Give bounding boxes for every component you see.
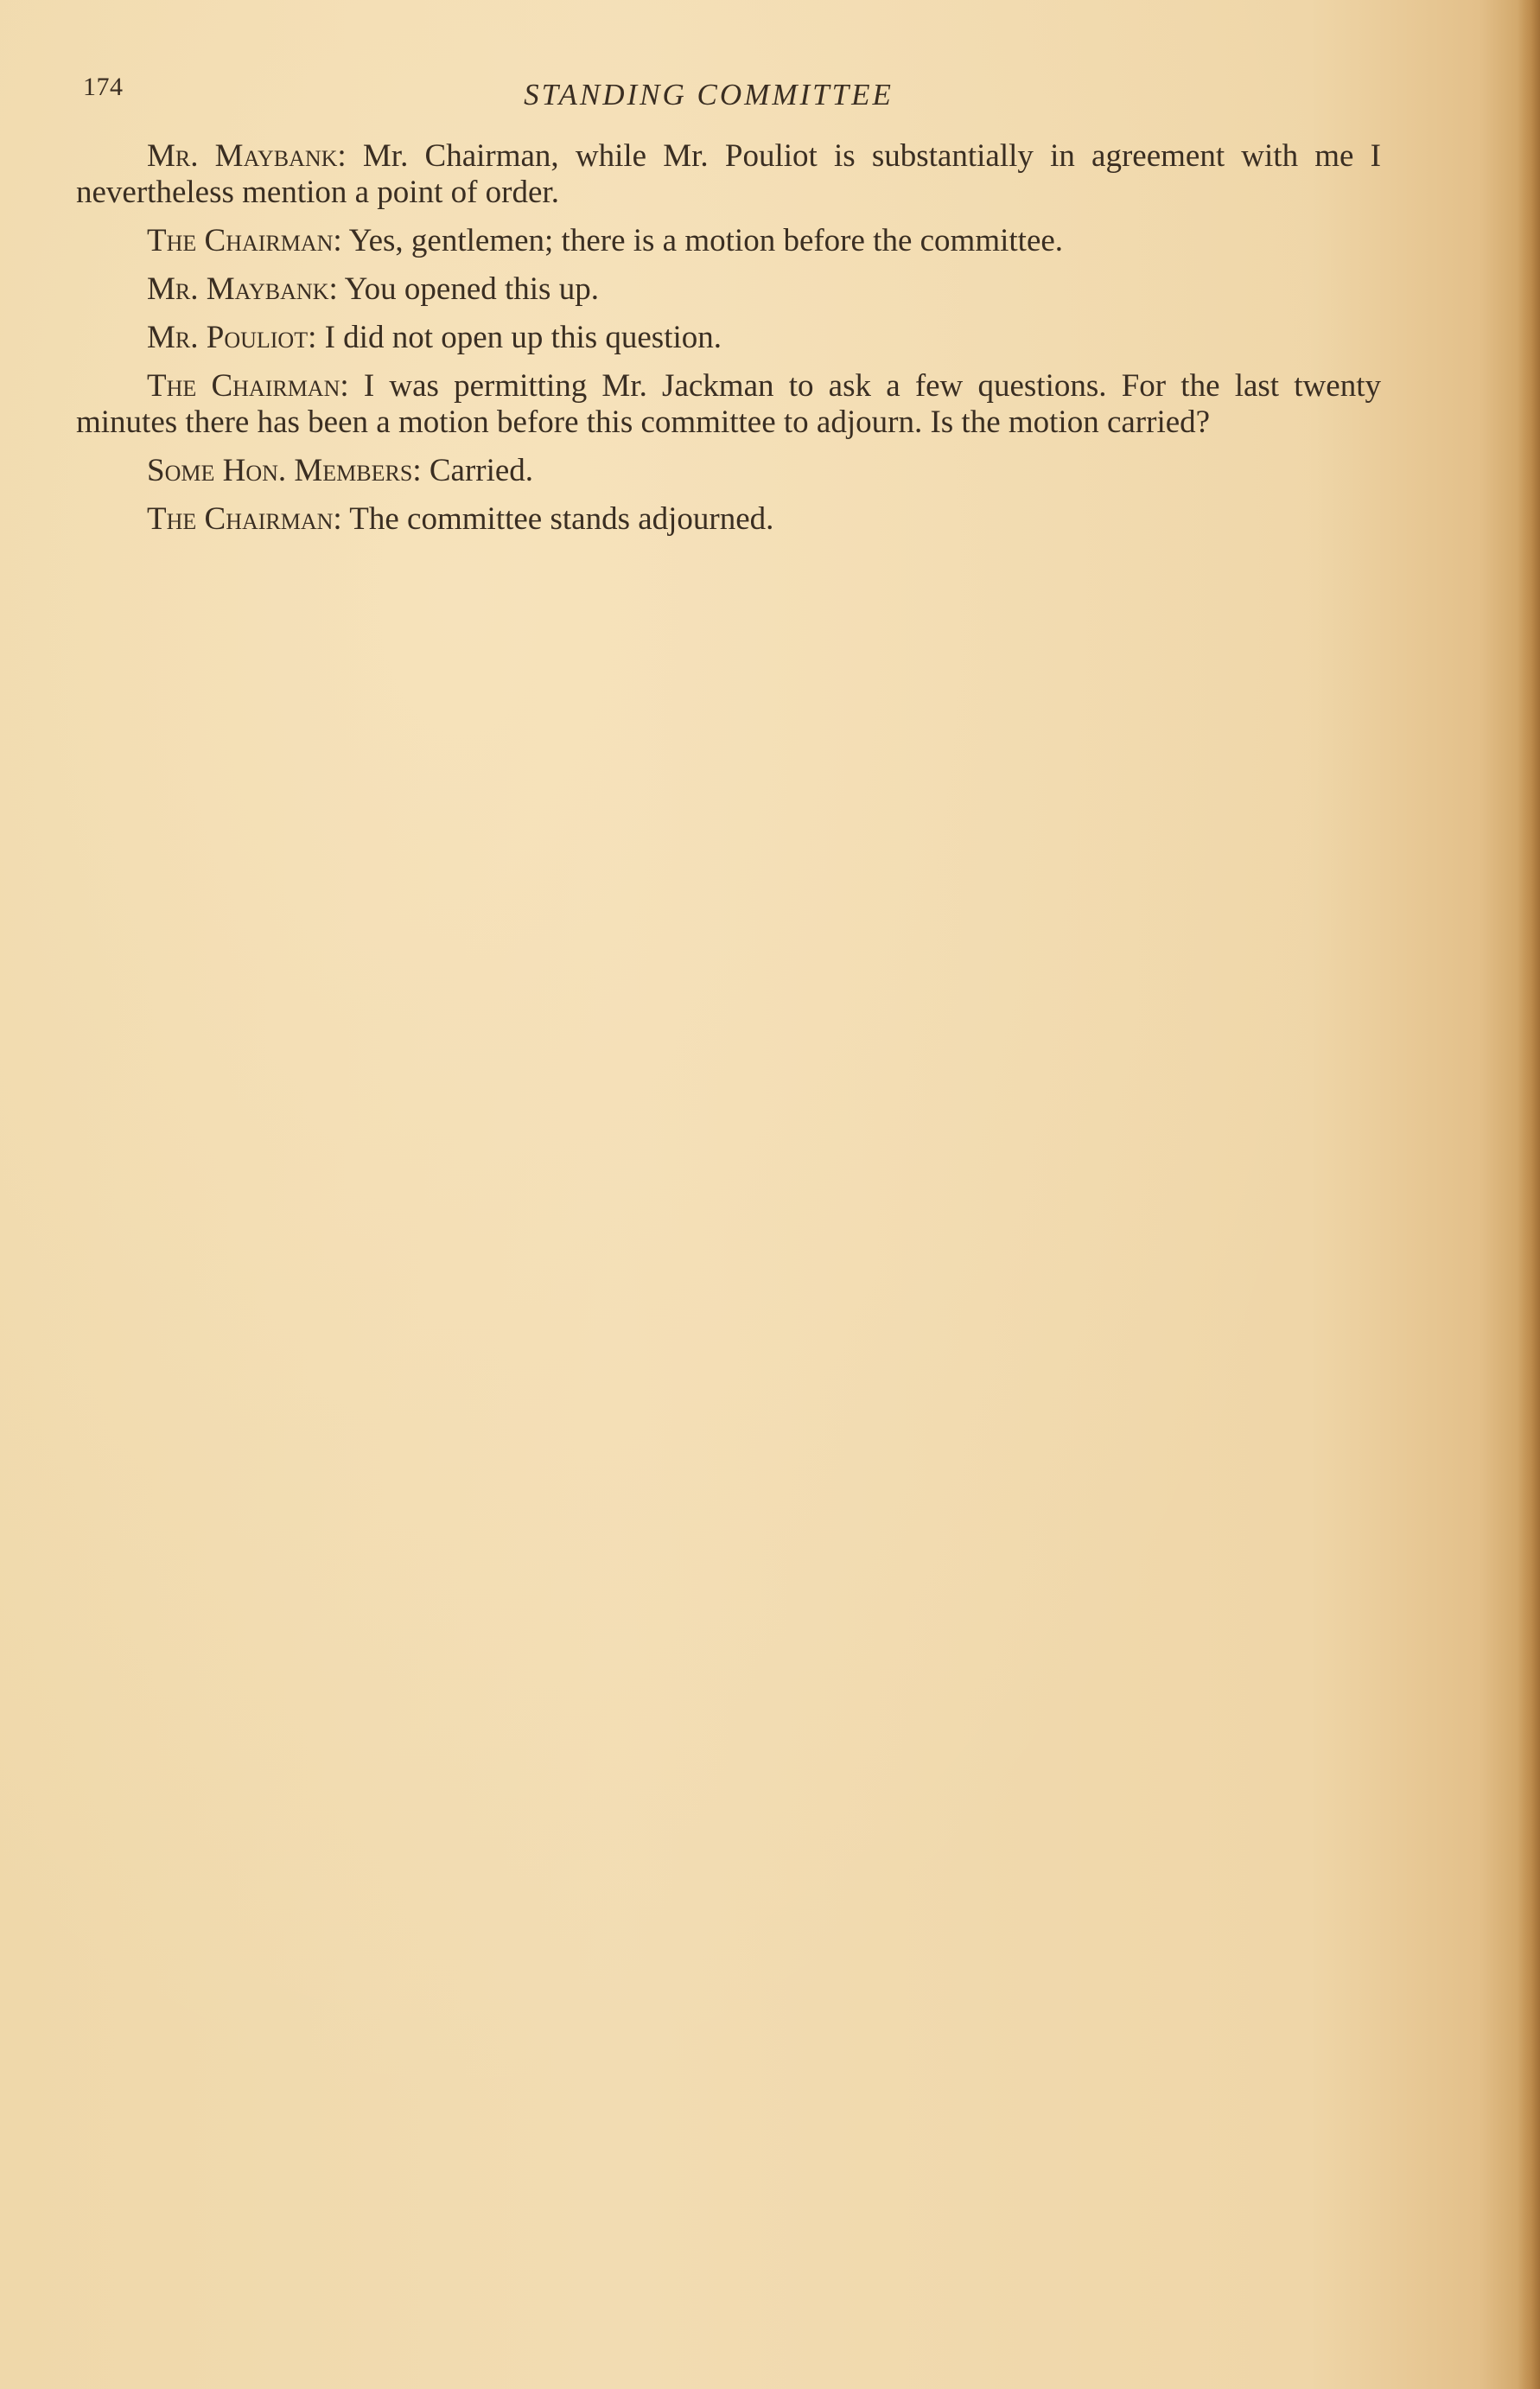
page-number: 174 bbox=[83, 73, 124, 101]
page-edge-shadow bbox=[1518, 0, 1540, 2389]
speaker-name: Mr. Pouliot bbox=[147, 320, 309, 355]
transcript-paragraph bbox=[76, 453, 1381, 489]
transcript-body bbox=[76, 138, 1381, 550]
speech-text: : Carried. bbox=[412, 453, 534, 488]
speaker-name: The Chairman bbox=[147, 223, 334, 258]
transcript-paragraph bbox=[76, 501, 1381, 538]
speech-text: : The committee stands adjourned. bbox=[333, 501, 774, 537]
transcript-paragraph bbox=[76, 138, 1381, 211]
speech-text: : I did not open up this question. bbox=[308, 320, 722, 355]
speaker-name: Some Hon. Members bbox=[147, 453, 413, 488]
speaker-name: Mr. Maybank bbox=[147, 271, 329, 307]
speech-text: : Yes, gentlemen; there is a motion before the committee. bbox=[333, 223, 1064, 258]
speaker-name: Mr. Maybank bbox=[147, 138, 338, 174]
speech-text: : Mr. Chairman, while Mr. Pouliot is substantially in agreement with me I nevertheless mention a point of order. bbox=[76, 138, 1381, 210]
running-title: STANDING COMMITTEE bbox=[524, 78, 894, 111]
speech-text: : I was permitting Mr. Jackman to ask a few questions. For the last twenty minutes there has been a motion before this committee to adjourn. Is the motion carried? bbox=[76, 368, 1381, 440]
speaker-name: The Chairman bbox=[147, 368, 340, 404]
transcript-paragraph bbox=[76, 223, 1381, 259]
transcript-paragraph bbox=[76, 320, 1381, 356]
transcript-paragraph bbox=[76, 368, 1381, 441]
transcript-paragraph bbox=[76, 271, 1381, 308]
speech-text: : You opened this up. bbox=[328, 271, 599, 307]
speaker-name: The Chairman bbox=[147, 501, 334, 537]
